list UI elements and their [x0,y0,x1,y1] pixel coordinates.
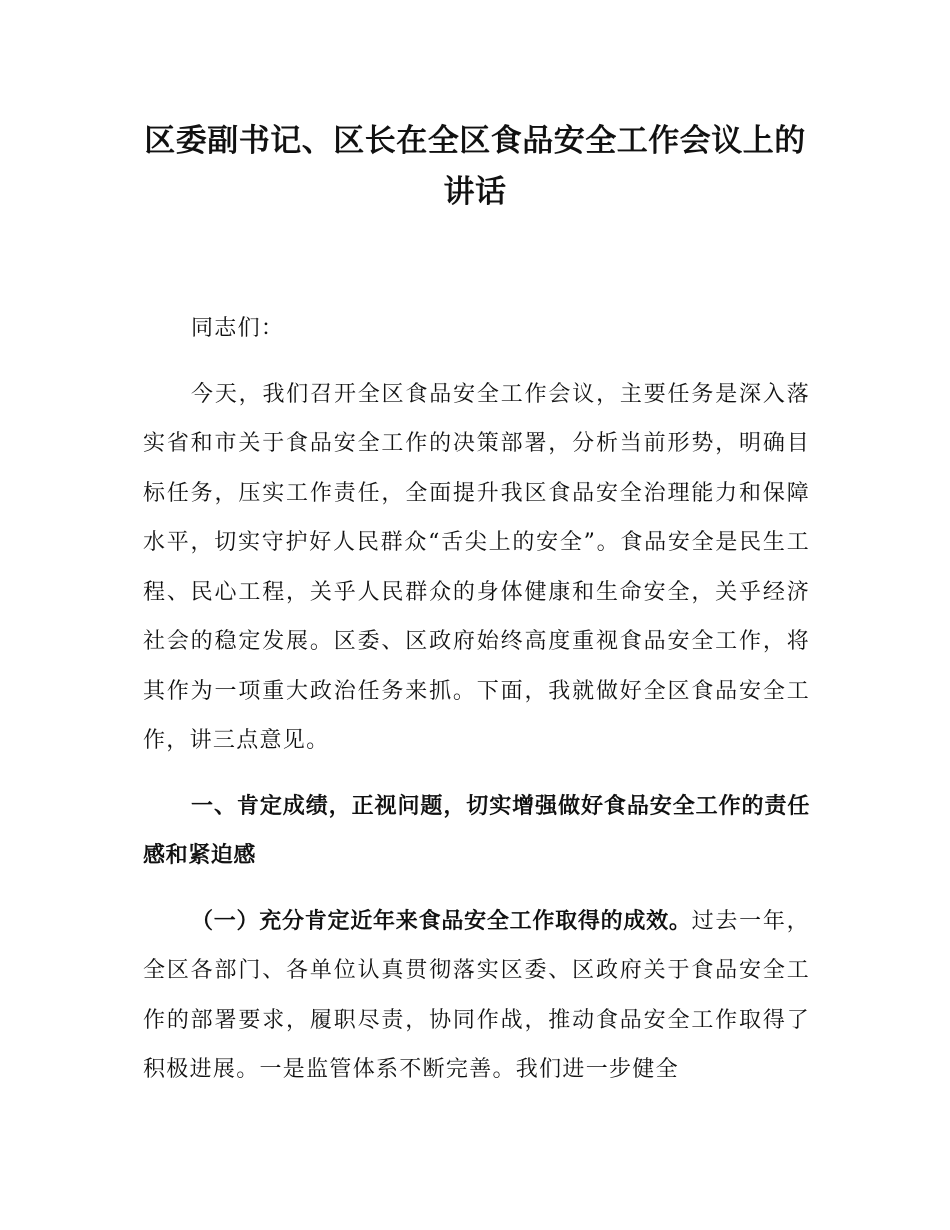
section-heading-1: 一、肯定成绩，正视问题，切实增强做好食品安全工作的责任感和紧迫感 [143,793,810,868]
document-title: 区委副书记、区长在全区食品安全工作会议上的讲话 [144,123,806,210]
subsection-paragraph-1 [143,897,810,1095]
subsection-lead-1: （一）充分肯定近年来食品安全工作取得的成效。 [191,908,692,934]
intro-paragraph: 今天，我们召开全区食品安全工作会议，主要任务是深入落实省和市关于食品安全工作的决策部署，分析当前形势，明确目标任务，压实工作责任，全面提升我区食品安全治理能力和保障水平，切实守护好人民群众“舌尖上的安全”。食品安全是民生工程、民心工程，关乎人民群众的身体健康和生命安全，关乎经济社会的稳定发展。区委、区政府始终高度重视食品安全工作，将其作为一项重大政治任务来抓。下面，我就做好全区食品安全工作，讲三点意见。 [143,381,810,753]
subsection-text-1: 过去一年，全区各部门、各单位认真贯彻落实区委、区政府关于食品安全工作的部署要求，履职尽责，协同作战，推动食品安全工作取得了积极进展。一是监管体系不断完善。我们进一步健全 [143,908,810,1082]
salutation: 同志们： [191,316,285,341]
document-body [143,304,810,1111]
